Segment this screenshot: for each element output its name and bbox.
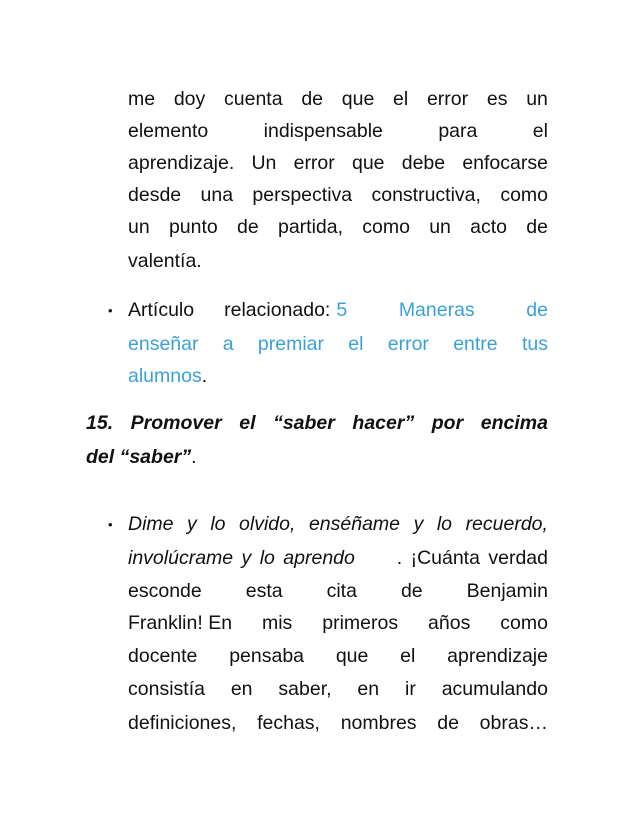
- word: de: [301, 88, 324, 110]
- word: fechas,: [257, 712, 320, 734]
- text-line: [128, 710, 548, 736]
- word: primeros: [322, 612, 399, 634]
- word: consistía: [128, 678, 205, 700]
- heading-line-1: [86, 410, 548, 436]
- word[interactable]: enseñar: [128, 333, 199, 355]
- related-label-word: relacionado:: [224, 299, 331, 321]
- word: como: [500, 612, 548, 634]
- text-line: [128, 182, 548, 208]
- word: doy: [173, 88, 206, 110]
- word: que: [351, 152, 385, 174]
- quote-line-1: [128, 511, 548, 537]
- word: definiciones,: [128, 712, 237, 734]
- word: 15.: [86, 412, 114, 434]
- word: desde: [128, 184, 182, 206]
- word: hacer”: [352, 412, 415, 434]
- word: de: [400, 580, 423, 602]
- word: el: [532, 120, 548, 142]
- word: lo: [210, 513, 226, 535]
- word: Un: [251, 152, 277, 174]
- word: Benjamin: [466, 580, 548, 602]
- word: recuerdo,: [465, 513, 548, 535]
- quote-italic-text: involúcrame y lo aprendo: [128, 547, 355, 569]
- word: Promover: [130, 412, 222, 434]
- related-link-part-1[interactable]: [336, 297, 548, 323]
- related-link-part-3[interactable]: alumnos: [128, 365, 202, 387]
- word: pensaba: [229, 645, 305, 667]
- word: en: [230, 678, 253, 700]
- related-line-3: [128, 363, 207, 389]
- word: para: [438, 120, 478, 142]
- word: acto: [470, 216, 508, 238]
- word: el: [393, 88, 409, 110]
- word: mis: [261, 612, 293, 634]
- text-line: [128, 578, 548, 604]
- word: docente: [128, 645, 198, 667]
- word[interactable]: tus: [521, 333, 548, 355]
- word: valentía.: [128, 250, 202, 272]
- text-line: [128, 676, 548, 702]
- word: una: [200, 184, 234, 206]
- word: que: [335, 645, 369, 667]
- bullet-icon: •: [108, 517, 113, 532]
- word: punto: [168, 216, 218, 238]
- word[interactable]: de: [526, 299, 548, 321]
- text-line: [128, 610, 548, 636]
- word: y: [187, 513, 197, 535]
- word: el: [239, 412, 256, 434]
- word: aprendizaje: [447, 645, 548, 667]
- word: un: [128, 216, 150, 238]
- word: me: [128, 88, 156, 110]
- word: indispensable: [263, 120, 383, 142]
- word: lo: [436, 513, 453, 535]
- word: ir: [404, 678, 416, 700]
- word: un: [429, 216, 451, 238]
- word: constructiva,: [371, 184, 481, 206]
- heading-text: del “saber”: [86, 446, 192, 468]
- word: acumulando: [441, 678, 548, 700]
- word: encima: [480, 412, 548, 434]
- text-line: [128, 214, 548, 240]
- text-line: [128, 86, 548, 112]
- word[interactable]: premiar: [257, 333, 324, 355]
- word: y: [413, 513, 424, 535]
- word: obras…: [479, 712, 548, 734]
- word: error: [426, 88, 469, 110]
- word: de: [526, 216, 548, 238]
- word: un: [526, 88, 548, 110]
- word: de: [437, 712, 459, 734]
- word: enfocarse: [462, 152, 548, 174]
- text-line: [128, 118, 548, 144]
- related-label-word: Artículo: [128, 299, 195, 321]
- word: cita: [326, 580, 357, 602]
- bullet-icon: •: [108, 303, 113, 318]
- word: olvido,: [239, 513, 296, 535]
- word: saber,: [278, 678, 332, 700]
- word: esconde: [128, 580, 202, 602]
- quote-text-rest: . ¡Cuánta verdad: [396, 547, 548, 569]
- period: .: [191, 446, 197, 468]
- word: perspectiva: [252, 184, 353, 206]
- word: como: [500, 184, 548, 206]
- word: debe: [401, 152, 446, 174]
- word: que: [341, 88, 375, 110]
- word: elemento: [128, 120, 209, 142]
- text-line: [128, 643, 548, 669]
- word[interactable]: error: [387, 333, 429, 355]
- word[interactable]: Maneras: [398, 299, 475, 321]
- text-line: [128, 150, 548, 176]
- word: el: [400, 645, 416, 667]
- word: es: [486, 88, 508, 110]
- word: error: [293, 152, 335, 174]
- word: Dime: [128, 513, 174, 535]
- word: esta: [245, 580, 283, 602]
- related-line-1: [128, 297, 548, 323]
- period: .: [201, 365, 208, 387]
- word: Franklin! En: [128, 612, 233, 634]
- word: de: [237, 216, 259, 238]
- word: enséñame: [308, 513, 401, 535]
- word: años: [428, 612, 471, 634]
- word: “saber: [273, 412, 335, 434]
- word[interactable]: a: [222, 333, 234, 355]
- word: aprendizaje.: [128, 152, 235, 174]
- word: como: [362, 216, 410, 238]
- word: partida,: [277, 216, 344, 238]
- word: nombres: [340, 712, 417, 734]
- word: por: [431, 412, 464, 434]
- word[interactable]: 5: [336, 299, 348, 321]
- related-link-part-2[interactable]: [128, 331, 548, 357]
- quote-line-2: [128, 545, 548, 571]
- word[interactable]: entre: [453, 333, 498, 355]
- word: en: [357, 678, 380, 700]
- word: cuenta: [224, 88, 283, 110]
- heading-line-2: [86, 444, 197, 470]
- text-line: [128, 248, 202, 274]
- word[interactable]: el: [348, 333, 364, 355]
